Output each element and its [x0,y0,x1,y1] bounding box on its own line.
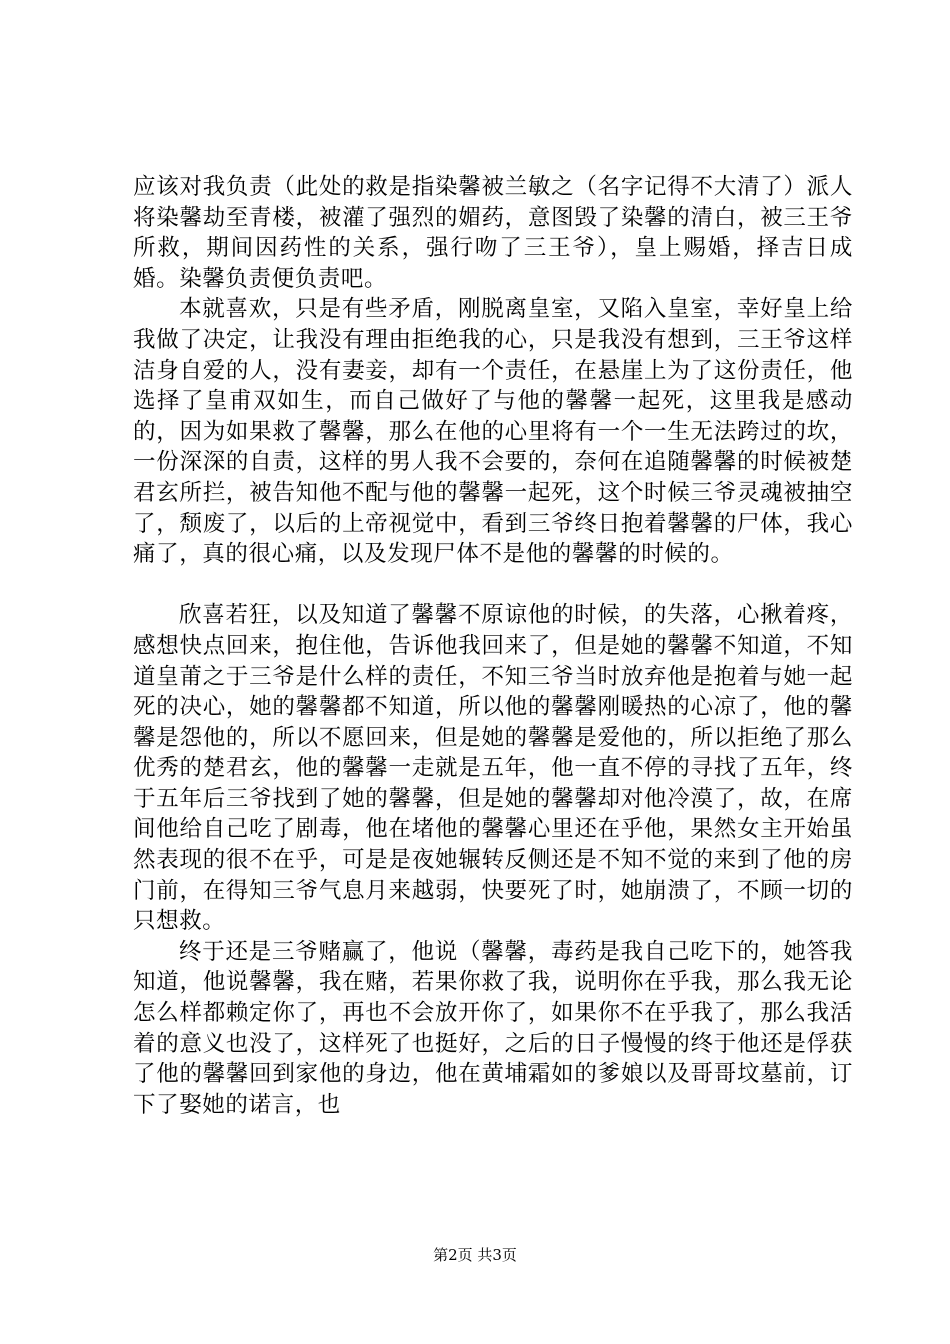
paragraph-2: 本就喜欢，只是有些矛盾，刚脱离皇室，又陷入皇室，幸好皇上给我做了决定，让我没有理由拒绝我的心，只是我没有想到，三王爷这样洁身自爱的人，没有妻妾，却有一个责任，在悬崖上为了这份责任，他选择了皇甫双如生，而自己做好了与他的馨馨一起死，这里我是感动的，因为如果救了馨馨，那么在他的心里将有一个一生无法跨过的坎，一份深深的自责，这样的男人我不会要的，奈何在追随馨馨的时候被楚君玄所拦，被告知他不配与他的馨馨一起死，这个时候三爷灵魂被抽空了，颓废了，以后的上帝视觉中，看到三爷终日抱着馨馨的尸体，我心痛了，真的很心痛，以及发现尸体不是他的馨馨的时候的。 [133,296,853,568]
paragraph-4: 终于还是三爷赌赢了，他说（馨馨，毒药是我自己吃下的，她答我知道，他说馨馨，我在赌，若果你救了我，说明你在乎我，那么我无论怎么样都赖定你了，再也不会放开你了，如果你不在乎我了，那么我活着的意义也没了，这样死了也挺好，之后的日子慢慢的终于他还是俘获了他的馨馨回到家他的身边，他在黄埔霜如的爹娘以及哥哥坟墓前，订下了娶她的诺言，也 [133,938,853,1118]
paragraph-1: 应该对我负责（此处的救是指染馨被兰敏之（名字记得不大清了）派人将染馨劫至青楼，被灌了强烈的媚药，意图毁了染馨的清白，被三王爷所救，期间因药性的关系，强行吻了三王爷），皇上赐婚，择吉日成婚。染馨负责便负责吧。 [133,174,853,292]
page-number-footer: 第2页 共3页 [433,1246,517,1264]
paragraph-spacer [133,570,853,601]
paragraph-3: 欣喜若狂，以及知道了馨馨不原谅他的时候，的失落，心揪着疼，感想快点回来，抱住他，告诉他我回来了，但是她的馨馨不知道，不知道皇莆之于三爷是什么样的责任，不知三爷当时放弃他是抱着与她一起死的决心，她的馨馨都不知道，所以他的馨馨刚暖热的心凉了，他的馨馨是怨他的，所以不愿回来，但是她的馨馨是爱他的，所以拒绝了那么优秀的楚君玄，他的馨馨一走就是五年，他一直不停的寻找了五年，终于五年后三爷找到了她的馨馨，但是她的馨馨却对他冷漠了，故，在席间他给自己吃了剧毒，他在堵他的馨馨心里还在乎他，果然女主开始虽然表现的很不在乎，可是是夜她辗转反侧还是不知不觉的来到了他的房门前，在得知三爷气息月来越弱，快要死了时，她崩溃了，不顾一切的只想救。 [133,602,853,935]
document-body [133,172,853,1120]
